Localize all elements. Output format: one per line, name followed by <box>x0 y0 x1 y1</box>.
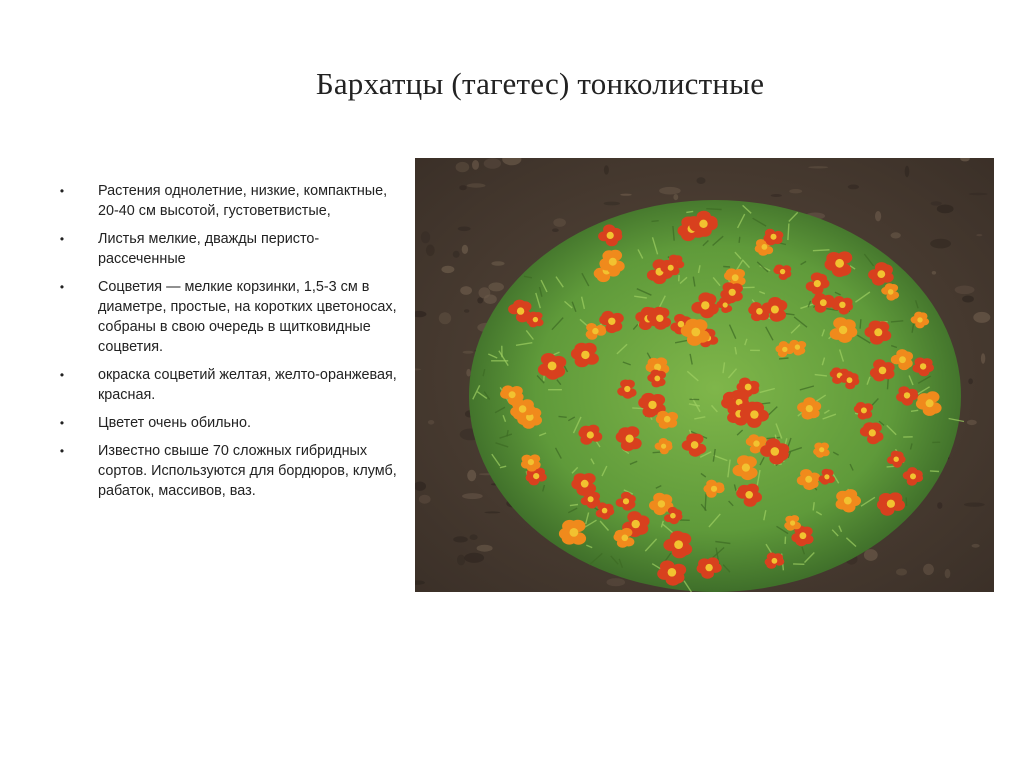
soil-speck <box>552 228 559 232</box>
list-item <box>56 277 402 357</box>
soil-speck <box>477 297 483 303</box>
soil-speck <box>464 553 484 563</box>
bullet-icon: • <box>59 444 65 458</box>
soil-speck <box>457 555 465 566</box>
soil-speck <box>620 194 632 196</box>
soil-speck <box>864 549 878 561</box>
soil-speck <box>967 420 977 425</box>
soil-speck <box>479 287 491 298</box>
soil-speck <box>472 160 479 170</box>
soil-speck <box>421 231 430 243</box>
soil-speck <box>462 245 468 254</box>
bullet-icon: • <box>59 232 65 246</box>
soil-speck <box>931 201 942 205</box>
soil-speck <box>973 312 990 323</box>
list-item <box>56 229 402 269</box>
soil-speck <box>428 420 434 425</box>
bullet-text: Цветет очень обильно. <box>98 415 251 431</box>
soil-speck <box>969 193 988 196</box>
soil-speck <box>875 211 881 221</box>
soil-speck <box>477 545 493 552</box>
list-item <box>56 441 402 501</box>
soil-speck <box>484 511 500 513</box>
soil-speck <box>466 369 471 377</box>
marigold-flower <box>870 359 895 381</box>
soil-speck <box>848 185 859 190</box>
leaf-stroke <box>559 416 567 417</box>
bullet-icon: • <box>59 280 65 294</box>
marigold-flower <box>763 229 783 246</box>
bullet-list <box>56 181 402 509</box>
soil-speck <box>458 227 471 232</box>
soil-speck <box>964 503 985 507</box>
soil-speck <box>673 194 678 200</box>
soil-speck <box>462 493 483 499</box>
leaf-stroke <box>739 237 740 243</box>
soil-speck <box>937 502 942 509</box>
soil-speck <box>972 544 980 548</box>
soil-speck <box>470 534 478 540</box>
soil-speck <box>659 187 681 195</box>
soil-speck <box>962 296 974 303</box>
soil-speck <box>697 177 706 184</box>
marigold-photo <box>415 158 994 592</box>
soil-speck <box>923 564 934 575</box>
leaf-stroke <box>706 209 721 210</box>
soil-speck <box>467 183 486 187</box>
leaf-stroke <box>813 250 830 251</box>
soil-speck <box>905 166 910 177</box>
soil-speck <box>419 495 431 504</box>
bullet-text: Известно свыше 70 сложных гибридных сортов. Используются для бордюров, клумб, рабаток, массивов, ваз. <box>98 443 397 499</box>
soil-speck <box>459 185 466 190</box>
list-item <box>56 181 402 221</box>
soil-speck <box>937 205 954 214</box>
soil-speck <box>932 271 936 275</box>
bullet-text: Листья мелкие, дважды перисто-рассеченные <box>98 231 320 267</box>
leaf-stroke <box>652 221 659 222</box>
soil-speck <box>453 251 460 258</box>
leaf-stroke <box>860 319 861 329</box>
leaf-stroke <box>911 410 918 411</box>
soil-speck <box>968 378 973 384</box>
soil-speck <box>439 312 451 324</box>
leaf-stroke <box>686 211 693 212</box>
soil-speck <box>808 166 828 168</box>
leaf-stroke <box>788 224 789 241</box>
soil-speck <box>467 470 476 481</box>
list-item <box>56 365 402 405</box>
leaf-stroke <box>705 494 706 511</box>
leaf-stroke <box>723 267 730 268</box>
leaf-stroke <box>813 502 814 510</box>
soil-speck <box>607 578 626 586</box>
soil-speck <box>491 261 504 266</box>
bullet-text: Соцветия — мелкие корзинки, 1,5-3 см в диаметре, простые, на коротких цветоносах, собраны в свою очередь в щитковидные соцветия. <box>98 279 397 355</box>
soil-speck <box>441 266 454 273</box>
bullet-text: окраска соцветий желтая, желто-оранжевая, красная. <box>98 367 397 403</box>
soil-speck <box>484 158 501 169</box>
soil-speck <box>604 202 620 206</box>
soil-speck <box>604 165 609 174</box>
soil-speck <box>945 569 951 578</box>
soil-speck <box>453 536 468 542</box>
soil-speck <box>426 245 435 257</box>
soil-speck <box>463 351 474 354</box>
soil-speck <box>976 234 982 236</box>
bullet-icon: • <box>59 416 65 430</box>
marigold-bush-illustration <box>415 158 994 592</box>
soil-speck <box>771 194 782 197</box>
bush-foliage <box>469 200 961 592</box>
soil-speck <box>488 282 504 291</box>
list-item <box>56 413 402 433</box>
bullet-icon: • <box>59 368 65 382</box>
leaf-stroke <box>930 471 939 472</box>
soil-speck <box>981 353 985 364</box>
soil-speck <box>456 162 470 172</box>
soil-speck <box>955 286 975 295</box>
marigold-flower <box>784 515 801 531</box>
soil-speck <box>464 309 469 312</box>
soil-speck <box>891 232 901 238</box>
leaf-stroke <box>779 358 789 359</box>
soil-speck <box>460 286 472 295</box>
bullet-icon: • <box>59 184 65 198</box>
bullet-text: Растения однолетние, низкие, компактные, 20-40 см высотой, густоветвистые, <box>98 183 388 219</box>
slide-title: Бархатцы (тагетес) тонколистные <box>315 66 765 101</box>
soil-speck <box>789 189 802 193</box>
soil-speck <box>930 239 951 249</box>
soil-speck <box>553 218 566 227</box>
soil-speck <box>896 569 907 576</box>
